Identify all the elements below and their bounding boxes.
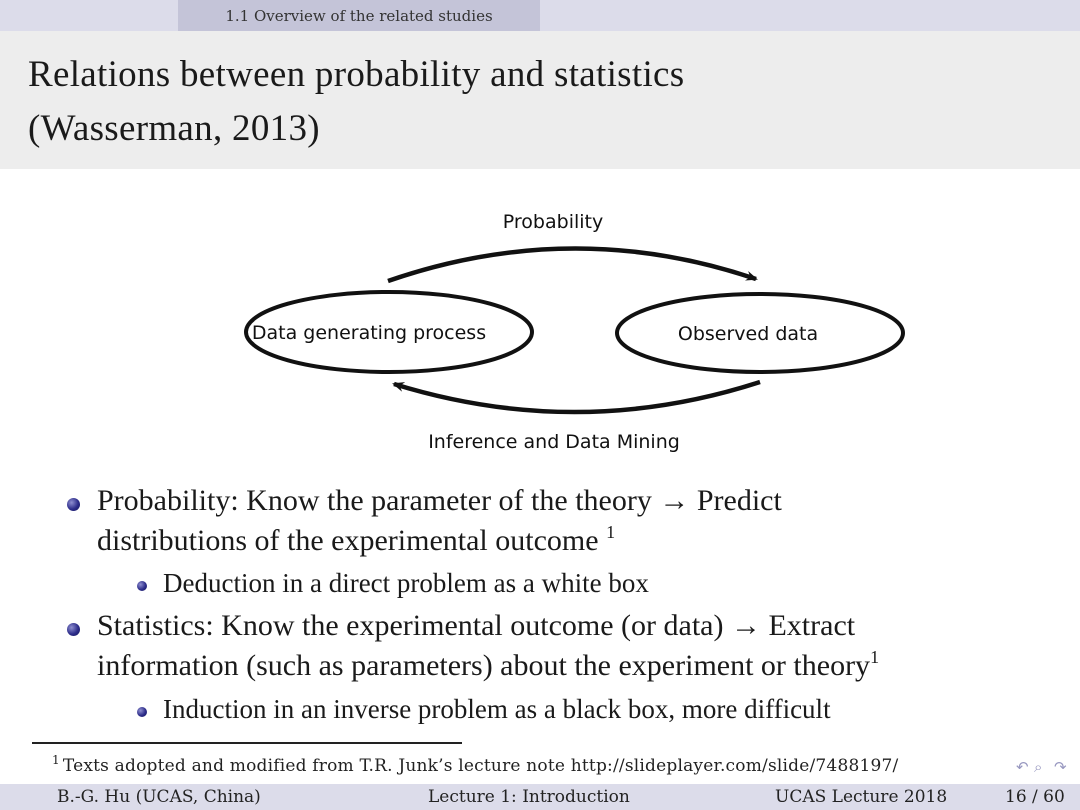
- bullet-probability-line2: [97, 524, 615, 558]
- bullet-statistics-line1: Statistics: Know the experimental outcome (or data) → Extract: [97, 609, 856, 642]
- nav-undo-icon[interactable]: ↶: [1016, 758, 1029, 776]
- footer-bar: [0, 784, 1080, 810]
- bullet-statistics-line2: [97, 649, 879, 683]
- sub-bullet-deduction: Deduction in a direct problem as a white box: [163, 568, 649, 598]
- bullet-statistics-line2-text: information (such as parameters) about the experiment or theory: [97, 649, 871, 682]
- footer-author: B.-G. Hu (UCAS, China): [57, 787, 261, 807]
- sub-bullet-induction: Induction in an inverse problem as a black box, more difficult: [163, 694, 831, 724]
- slide-title-line2: (Wasserman, 2013): [28, 108, 320, 149]
- section-nav-item[interactable]: 1.1 Overview of the related studies: [178, 0, 540, 31]
- probability-arrow: [388, 248, 756, 281]
- diagram-top-label: Probability: [502, 211, 604, 233]
- nav-redo-icon[interactable]: ↷: [1054, 758, 1067, 776]
- footer-lecture-title: Lecture 1: Introduction: [428, 787, 630, 807]
- footer-page-number: 16 / 60: [1005, 787, 1065, 807]
- sub-bullet-dot: [137, 707, 147, 717]
- inference-arrow: [394, 382, 760, 412]
- footnote-mark: 1: [52, 753, 60, 767]
- bullet-dot: [67, 623, 80, 636]
- left-node-label: Data generating process: [251, 322, 487, 344]
- footnote-ref[interactable]: 1: [606, 522, 616, 542]
- diagram-bottom-label: Inference and Data Mining: [428, 431, 680, 453]
- bullet-dot: [67, 498, 80, 511]
- header-nav-bar: [0, 0, 1080, 31]
- footnote-ref[interactable]: 1: [870, 647, 880, 667]
- probability-statistics-diagram: [0, 169, 1080, 469]
- bullet-probability-line1: Probability: Know the parameter of the theory → Predict: [97, 484, 782, 517]
- nav-search-icon[interactable]: ⌕: [1034, 758, 1043, 776]
- footnote-rule: [32, 742, 462, 744]
- footer-event: UCAS Lecture 2018: [775, 787, 948, 807]
- footnote: [52, 753, 899, 776]
- right-node-label: Observed data: [677, 323, 819, 345]
- sub-bullet-dot: [137, 581, 147, 591]
- slide-title-line1: Relations between probability and statistics: [28, 54, 685, 95]
- footnote-text[interactable]: Texts adopted and modified from T.R. Junk’s lecture note http://slideplayer.com/slide/7488197/: [62, 756, 899, 776]
- bullet-probability-line2-text: distributions of the experimental outcome: [97, 524, 599, 557]
- title-block: [0, 31, 1080, 169]
